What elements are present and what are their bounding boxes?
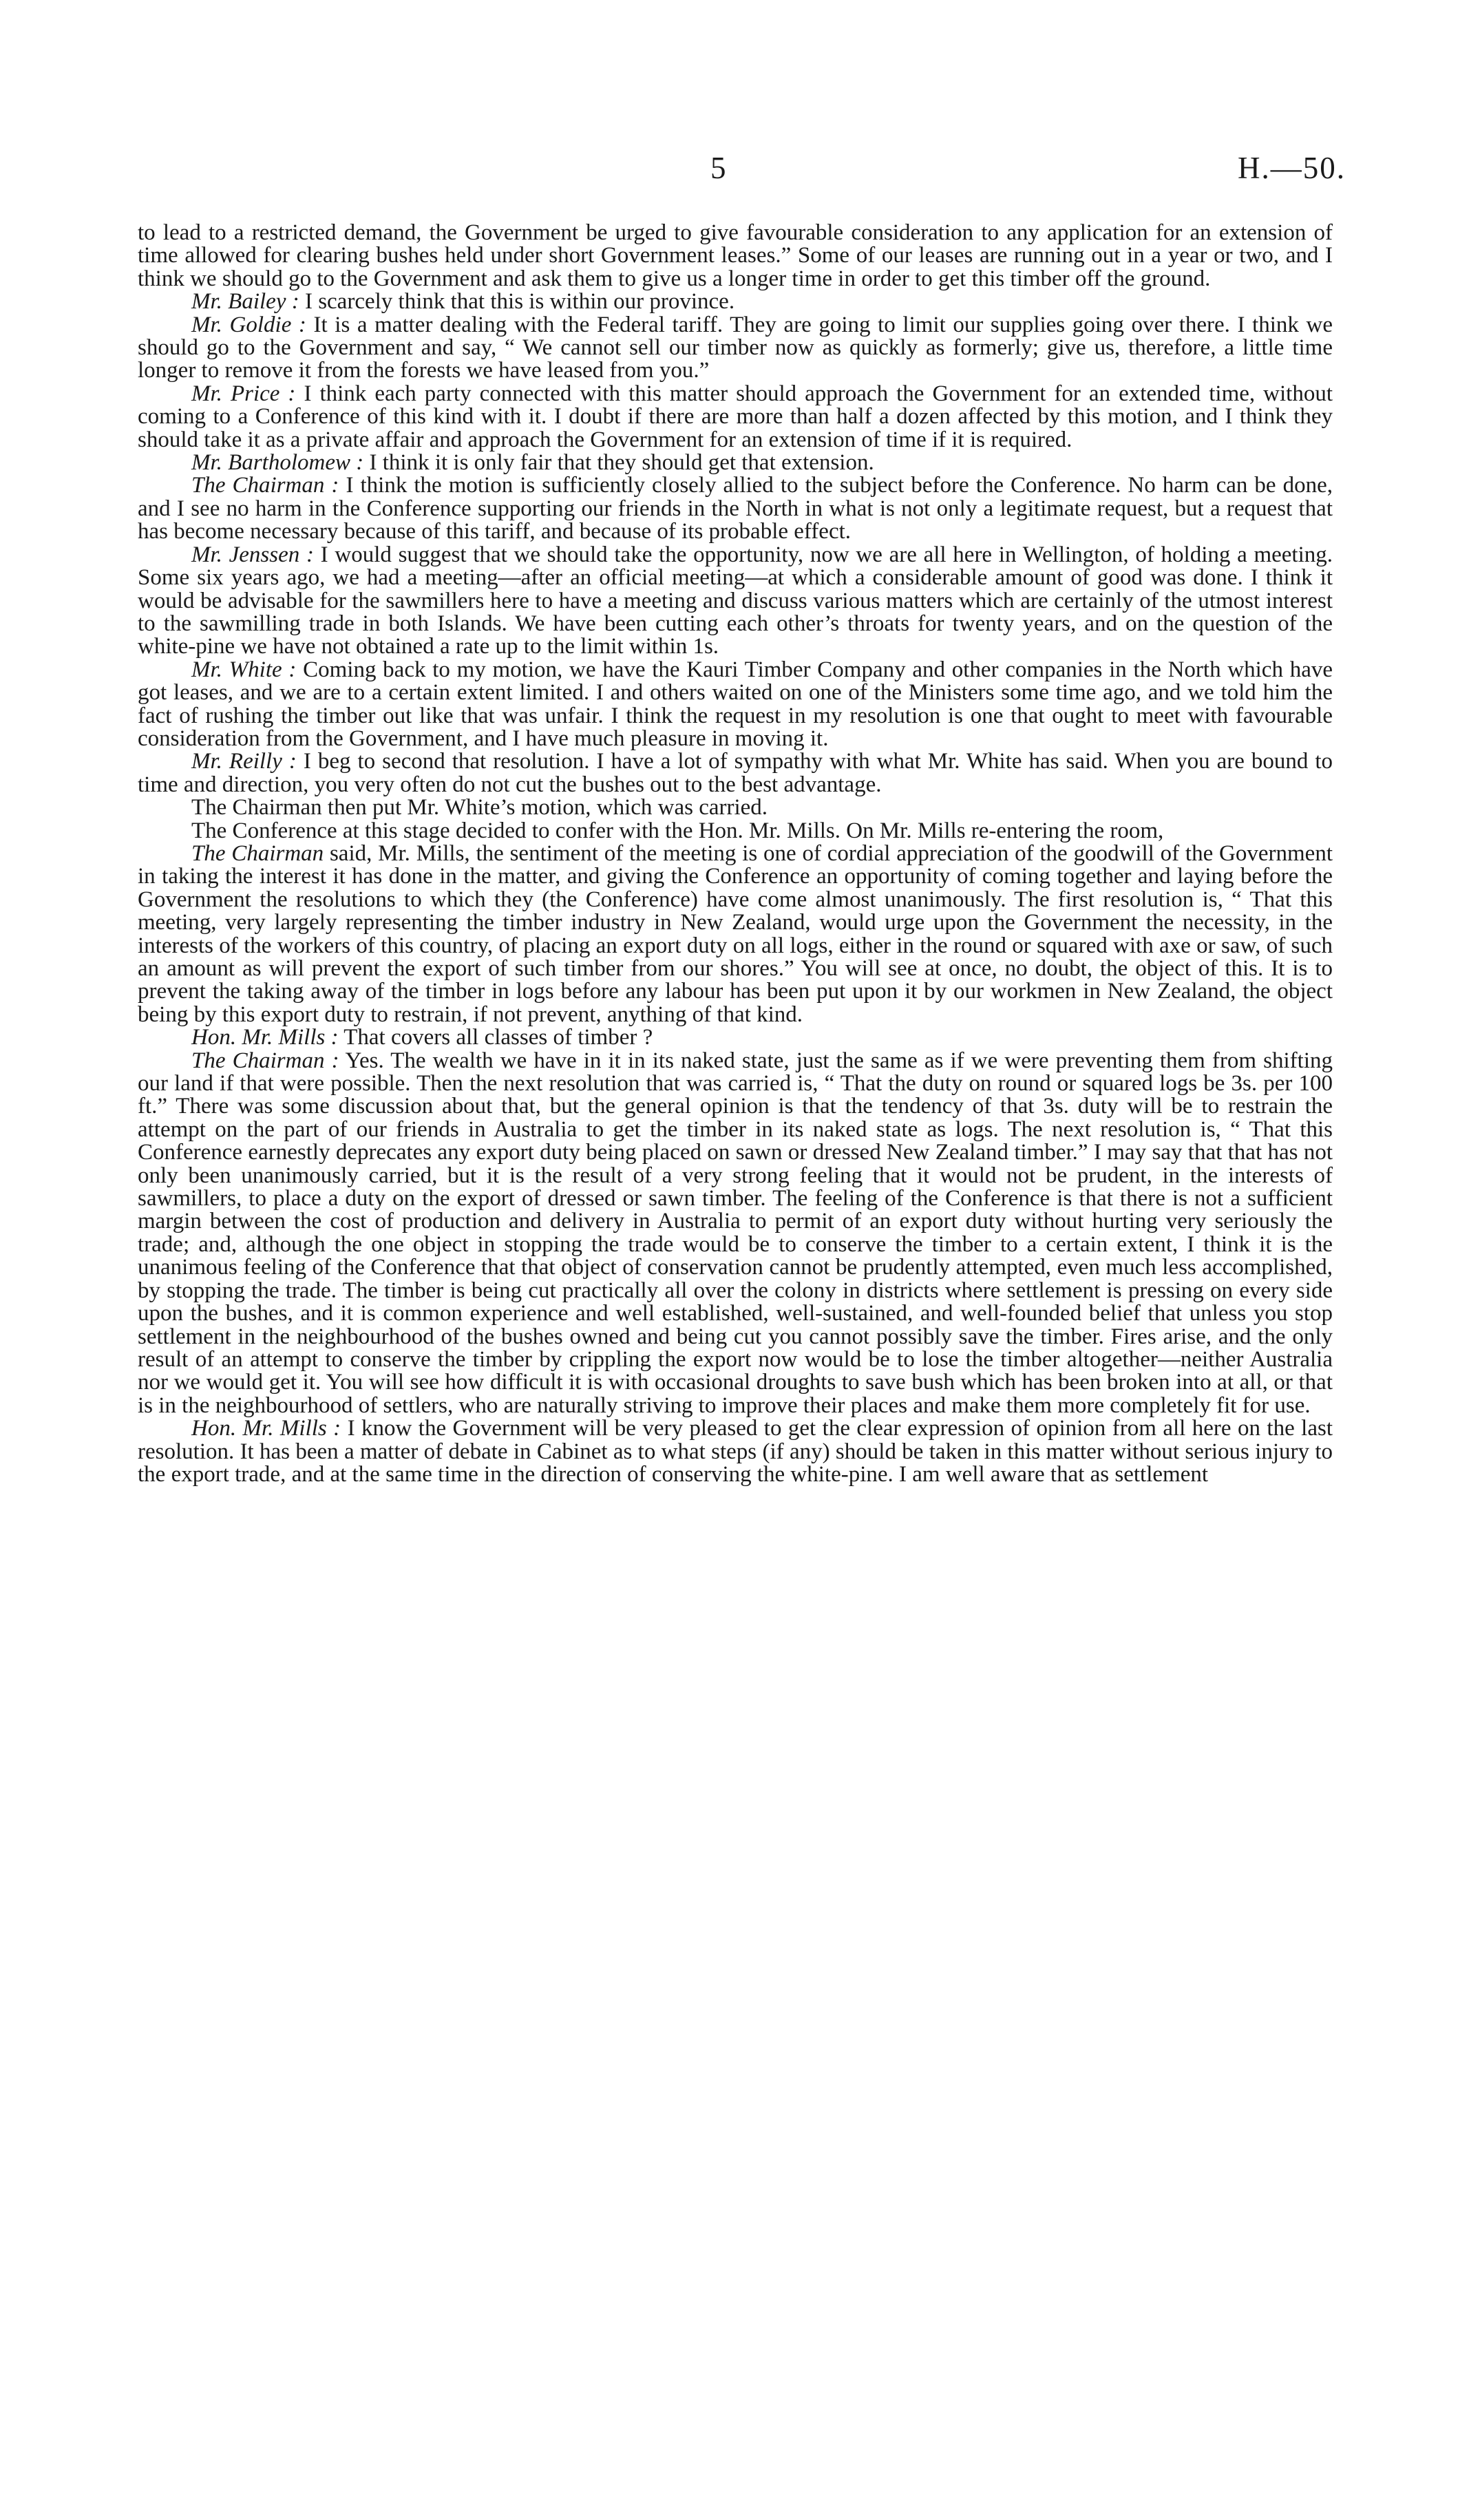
speaker-name: The Chairman xyxy=(191,840,324,866)
narrative-text: The Conference at this stage decided to confer with the Hon. Mr. Mills. On Mr. Mills re-entering the room, xyxy=(191,818,1164,843)
speaker-name: Mr. Bailey : xyxy=(191,289,299,315)
narrative-text: The Chairman then put Mr. White’s motion, which was carried. xyxy=(191,795,768,820)
narrative-paragraph xyxy=(138,796,1333,819)
page-header xyxy=(0,150,1480,198)
speech-text: I would suggest that we should take the opportunity, now we are all here in Wellington, of holding a meeting. Some six years ago, we had a meeting—after an official meeting—at which a considerable amount of good was done. I think it would be advisable for the sawmillers here to have a meeting and discuss various matters which are certainly of the utmost interest to the sawmilling trade in both Islands. We have been cutting each other’s throats for twenty years, and on the question of the white-pine we have not obtained a rate up to the limit within 1s. xyxy=(138,542,1333,659)
speech-paragraph xyxy=(138,314,1333,383)
speaker-name: Mr. Price : xyxy=(191,381,296,406)
speech-text: That covers all classes of timber ? xyxy=(338,1025,653,1050)
speaker-name: Mr. Bartholomew : xyxy=(191,450,364,476)
page-number: 5 xyxy=(710,151,726,185)
speech-text: I think each party connected with this matter should approach the Government for an extended time, without coming to a Conference of this kind with it. I doubt if there are more than half a dozen affected by this motion, and I think they should take it as a private affair and approach the Government for an extension of time if it is required. xyxy=(138,381,1333,452)
speech-text: said, Mr. Mills, the sentiment of the meeting is one of cordial appreciation of the goodwill of the Government in taking the interest it has done in the matter, and giving the Conference an opportunity of coming together and laying before the Government the resolutions to which they (the Conference) have come almost unanimously. The first resolution is, “ That this meeting, very largely representing the timber industry in New Zealand, would urge upon the Government the necessity, in the interests of the workers of this country, of placing an export duty on all logs, either in the round or squared with axe or saw, of such an amount as will prevent the export of such timber from our shores.” You will see at once, no doubt, the object of this. It is to prevent the taking away of the timber in logs before any labour has been put upon it by our workmen in New Zealand, the object being by this export duty to restrain, if not prevent, anything of that kind. xyxy=(138,840,1333,1027)
speech-paragraph xyxy=(138,1417,1333,1486)
paragraph-continuation: to lead to a restricted demand, the Government be urged to give favourable consideration to any application for an extension of time allowed for clearing bushes held under short Government leases.” Some of our leases are running out in a year or two, and I think we should go to the Government and ask them to give us a longer time in order to get this timber off the ground. xyxy=(138,220,1333,291)
speaker-name: Mr. White : xyxy=(191,657,297,682)
document-body xyxy=(138,222,1333,1486)
speech-text: Coming back to my motion, we have the Kauri Timber Company and other companies in the North which have got leases, and we are to a certain extent limited. I and others waited on one of the Ministers some time ago, and we told him the fact of rushing the timber out like that was unfair. I think the request in my resolution is one that ought to meet with favourable consideration from the Government, and I have much pleasure in moving it. xyxy=(138,657,1333,751)
speech-paragraph xyxy=(138,452,1333,474)
document-reference: H.—50. xyxy=(1238,151,1346,185)
speaker-name: Hon. Mr. Mills : xyxy=(191,1416,341,1441)
speech-paragraph xyxy=(138,383,1333,452)
speaker-name: The Chairman : xyxy=(191,1048,339,1073)
speech-paragraph xyxy=(138,1050,1333,1418)
speaker-name: Mr. Reilly : xyxy=(191,749,297,774)
speech-paragraph xyxy=(138,290,1333,313)
speaker-name: Mr. Jenssen : xyxy=(191,542,314,567)
narrative-paragraph xyxy=(138,820,1333,843)
speech-text: I think it is only fair that they should get that extension. xyxy=(363,450,874,476)
speech-paragraph xyxy=(138,1026,1333,1049)
speaker-name: The Chairman : xyxy=(191,473,339,498)
speaker-name: Mr. Goldie : xyxy=(191,312,306,337)
speech-paragraph xyxy=(138,659,1333,751)
speech-paragraph xyxy=(138,544,1333,659)
speech-text: I think the motion is sufficiently closely allied to the subject before the Conference. No harm can be done, and I see no harm in the Conference supporting our friends in the North in what is not only a legitimate request, but a request that has become necessary because of this tariff, and because of its probable effect. xyxy=(138,473,1333,544)
speech-text: I scarcely think that this is within our province. xyxy=(299,289,735,315)
speech-text: I beg to second that resolution. I have a lot of sympathy with what Mr. White has said. When you are bound to time and direction, you very often do not cut the bushes out to the best advantage. xyxy=(138,749,1333,797)
speech-text: I know the Government will be very pleased to get the clear expression of opinion from all here on the last resolution. It has been a matter of debate in Cabinet as to what steps (if any) should be taken in this matter without serious injury to the export trade, and at the same time in the direction of conserving the white-pine. I am well aware that as settlement xyxy=(138,1416,1333,1487)
speech-paragraph xyxy=(138,750,1333,796)
speaker-name: Hon. Mr. Mills : xyxy=(191,1025,339,1050)
speech-text: It is a matter dealing with the Federal tariff. They are going to limit our supplies going over there. I think we should go to the Government and say, “ We cannot sell our timber now as quickly as formerly; give us, therefore, a little time longer to remove it from the forests we have leased from you.” xyxy=(138,312,1333,383)
speech-paragraph xyxy=(138,840,1333,1027)
speech-text: Yes. The wealth we have in it in its naked state, just the same as if we were preventing them from shifting our land if that were possible. Then the next resolution that was carried is, “ That the duty on round or squared logs be 3s. per 100 ft.” There was some discussion about that, but the general opinion is that the tendency of that 3s. duty will be to restrain the attempt on the part of our friends in Australia to get the timber in its naked state as logs. The next resolution is, “ That this Conference earnestly deprecates any export duty being placed on sawn or dressed New Zealand timber.” I may say that that has not only been unanimously carried, but it is the result of a very strong feeling that it would not be prudent, in the interests of sawmillers, to place a duty on the export of dressed or sawn timber. The feeling of the Conference is that there is not a sufficient margin between the cost of production and delivery in Australia to permit of an export duty without hurting very seriously the trade; and, although the one object in stopping the trade would be to conserve the timber to a certain extent, I think it is the unanimous feeling of the Conference that that object of conservation cannot be prudently attempted, even much less accomplished, by stopping the trade. The timber is being cut practically all over the colony in districts where settlement is pressing on every side upon the bushes, and it is common experience and well established, well-sustained, and well-founded belief that unless you stop settlement in the neighbourhood of the bushes owned and being cut you cannot possibly save the timber. Fires arise, and the only result of an attempt to conserve the timber by crippling the export now would be to lose the timber altogether—neither Australia nor we would get it. You will see how difficult it is with occasional droughts to save bush which has been broken into at all, or that is in the neighbourhood of settlers, who are naturally striving to improve their places and make them more completely fit for use. xyxy=(138,1048,1333,1418)
speech-paragraph xyxy=(138,474,1333,543)
